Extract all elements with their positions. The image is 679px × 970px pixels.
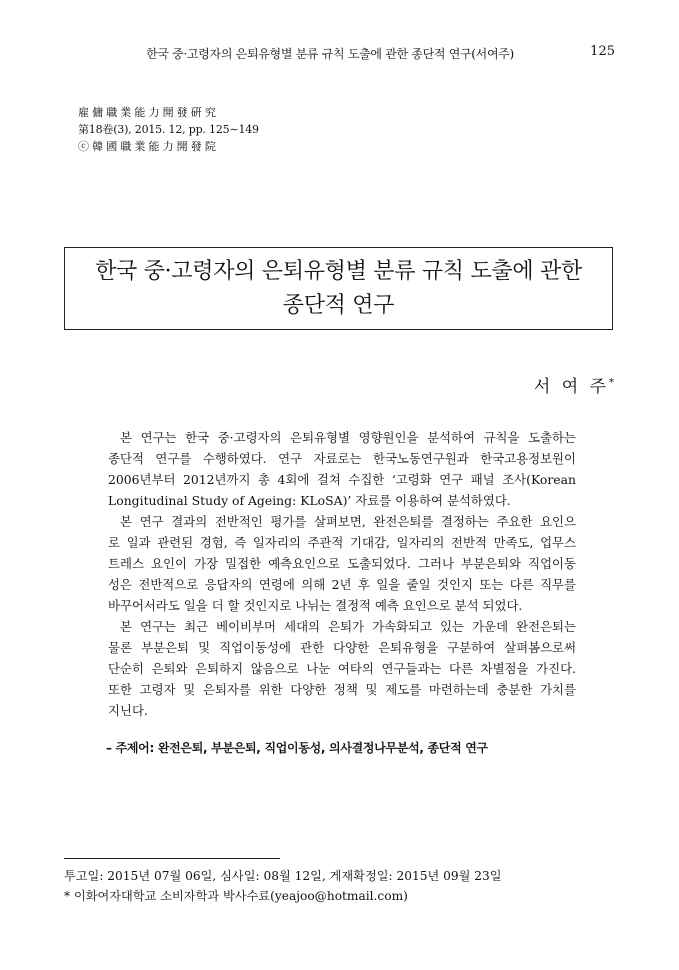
abstract-line: 종단적 연구를 수행하였다. 연구 자료로는 한국노동연구원과 한국고용정보원이 [108, 451, 576, 466]
abstract-line: 본 연구 결과의 전반적인 평가를 살펴보면, 완전은퇴를 결정하는 주요한 요인으 [120, 514, 576, 529]
author-footnote-mark: * [609, 377, 614, 389]
abstract-line: 바꾸어서라도 일을 더 할 것인지로 나뉘는 결정적 예측 요인으로 분석 되었다. [108, 598, 523, 613]
abstract [108, 427, 576, 721]
page-number: 125 [590, 44, 615, 59]
running-head: 한국 중·고령자의 은퇴유형별 분류 규칙 도출에 관한 종단적 연구(서여주) [146, 47, 514, 61]
title-line-2: 종단적 연구 [282, 292, 395, 318]
abstract-line: 물론 부분은퇴 및 직업이동성에 관한 다양한 은퇴유형을 구분하여 살펴봄으로써 [108, 640, 576, 655]
abstract-line: Longitudinal Study of Ageing: KLoSA)’ 자료를 이용하여 분석하였다. [108, 493, 511, 508]
abstract-line: 본 연구는 한국 중·고령자의 은퇴유형별 영향원인을 분석하여 규칙을 도출하는 [120, 430, 576, 445]
journal-info [78, 104, 259, 155]
submission-dates: 투고일: 2015년 07월 06일, 심사일: 08월 12일, 게재확정일: 2015년 09월 23일 [64, 869, 502, 883]
author-name: 서 여 주 [533, 377, 609, 397]
abstract-line: 단순히 은퇴와 은퇴하지 않음으로 나눈 여타의 연구들과는 다른 차별점을 가진다. [108, 661, 576, 676]
abstract-line: 또한 고령자 및 은퇴자를 위한 다양한 정책 및 제도를 마련하는데 충분한 가치를 [108, 682, 576, 697]
abstract-line: 본 연구는 최근 베이비부머 세대의 은퇴가 가속화되고 있는 가운데 완전은퇴는 [120, 619, 576, 634]
author-affiliation: * 이화여자대학교 소비자학과 박사수료(yeajoo@hotmail.com) [64, 889, 408, 903]
abstract-line: 트레스 요인이 가장 밀접한 예측요인으로 도출되었다. 그러나 부분은퇴와 직업이동 [108, 556, 576, 571]
footnotes [64, 866, 502, 906]
footnote-divider [64, 858, 280, 859]
author [534, 372, 614, 397]
keywords: – 주제어: 완전은퇴, 부분은퇴, 직업이동성, 의사결정나무분석, 종단적 연구 [106, 741, 488, 755]
paper-title [95, 255, 582, 323]
journal-publisher: ⓒ 韓 國 職 業 能 力 開 發 院 [78, 140, 216, 153]
abstract-line: 로 일과 관련된 경험, 즉 일자리의 주관적 기대감, 일자리의 전반적 만족도, 업무스 [108, 535, 576, 550]
journal-name: 雇 傭 職 業 能 力 開 發 硏 究 [78, 106, 216, 119]
abstract-line: 2006년부터 2012년까지 총 4회에 걸쳐 수집한 ‘고령화 연구 패널 조사(Korean [108, 472, 576, 487]
title-box [64, 247, 613, 330]
abstract-line: 성은 전반적으로 응답자의 연령에 의해 2년 후 일을 줄일 것인지 또는 다른 직무를 [108, 577, 576, 592]
abstract-line: 지닌다. [108, 703, 148, 718]
title-line-1: 한국 중·고령자의 은퇴유형별 분류 규칙 도출에 관한 [95, 258, 582, 284]
journal-issue: 第18卷(3), 2015. 12, pp. 125∼149 [78, 123, 259, 136]
